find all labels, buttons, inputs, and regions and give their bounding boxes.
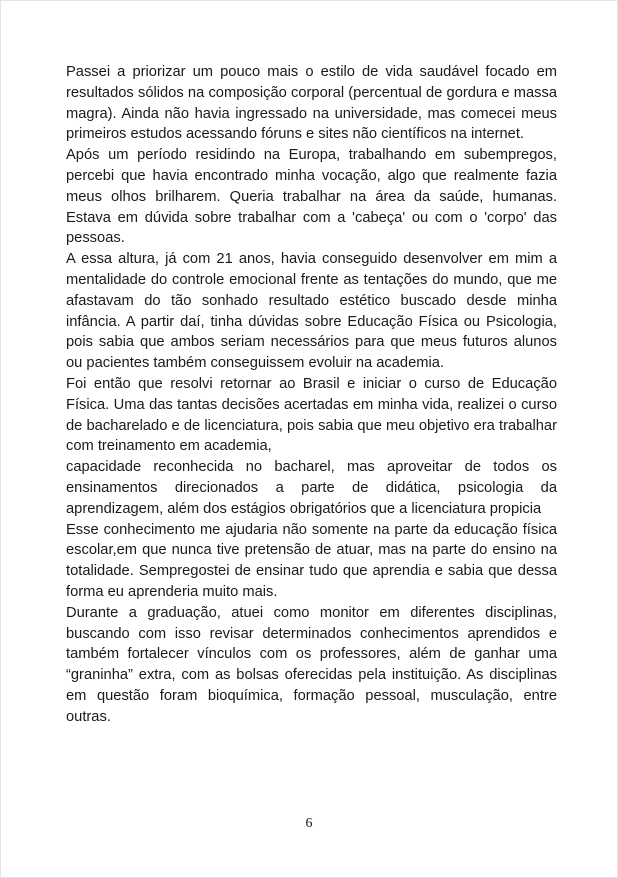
paragraph: Após um período residindo na Europa, trabalhando em subempregos, percebi que havia encontrado minha vocação, algo que realmente fazia meus olhos brilharem. Queria trabalhar na área da saúde, humanas. Estava em dúvida sobre trabalhar com a 'cabeça' ou com o 'corpo' das pessoas. (66, 147, 557, 247)
paragraph: A essa altura, já com 21 anos, havia conseguido desenvolver em mim a mentalidade do controle emocional frente as tentações do mundo, que me afastavam do tão sonhado resultado estético buscado desde minha infância. A partir daí, tinha dúvidas sobre Educação Física ou Psicologia, pois sabia que ambos seriam necessários para que meus futuros alunos ou pacientes também conseguissem evoluir na academia. (66, 251, 557, 372)
paragraph: Foi então que resolvi retornar ao Brasil e iniciar o curso de Educação Física. Uma das tantas decisões acertadas em minha vida, realizei o curso de bacharelado e de licenciatura, pois sabia que meu objetivo era trabalhar com treinamento em academia, (66, 375, 557, 455)
paragraph: Esse conhecimento me ajudaria não somente na parte da educação física escolar,em que nunca tive pretensão de atuar, mas na parte do ensino na totalidade. Sempregostei de ensinar tudo que aprendia e sabia que dessa forma eu aprenderia muito mais. (66, 521, 557, 600)
paragraph: Durante a graduação, atuei como monitor em diferentes disciplinas, buscando com isso revisar determinados conhecimentos aprendidos e também fortalecer vínculos com os professores, além de ganhar uma “graninha” extra, com as bolsas oferecidas pela instituição. As disciplinas em questão foram bioquímica, formação pessoal, musculação, entre outras. (66, 604, 557, 725)
paragraph: Passei a priorizar um pouco mais o estilo de vida saudável focado em resultados sólidos na composição corporal (percentual de gordura e massa magra). Ainda não havia ingressado na universidade, mas comecei meus primeiros estudos acessando fóruns e sites não científicos na internet. (66, 64, 557, 143)
paragraph: capacidade reconhecida no bacharel, mas aproveitar de todos os ensinamentos direcionados a parte de didática, psicologia da aprendizagem, além dos estágios obrigatórios que a licenciatura propicia (66, 459, 557, 517)
page-number: 6 (305, 816, 313, 831)
body-text (66, 62, 557, 728)
